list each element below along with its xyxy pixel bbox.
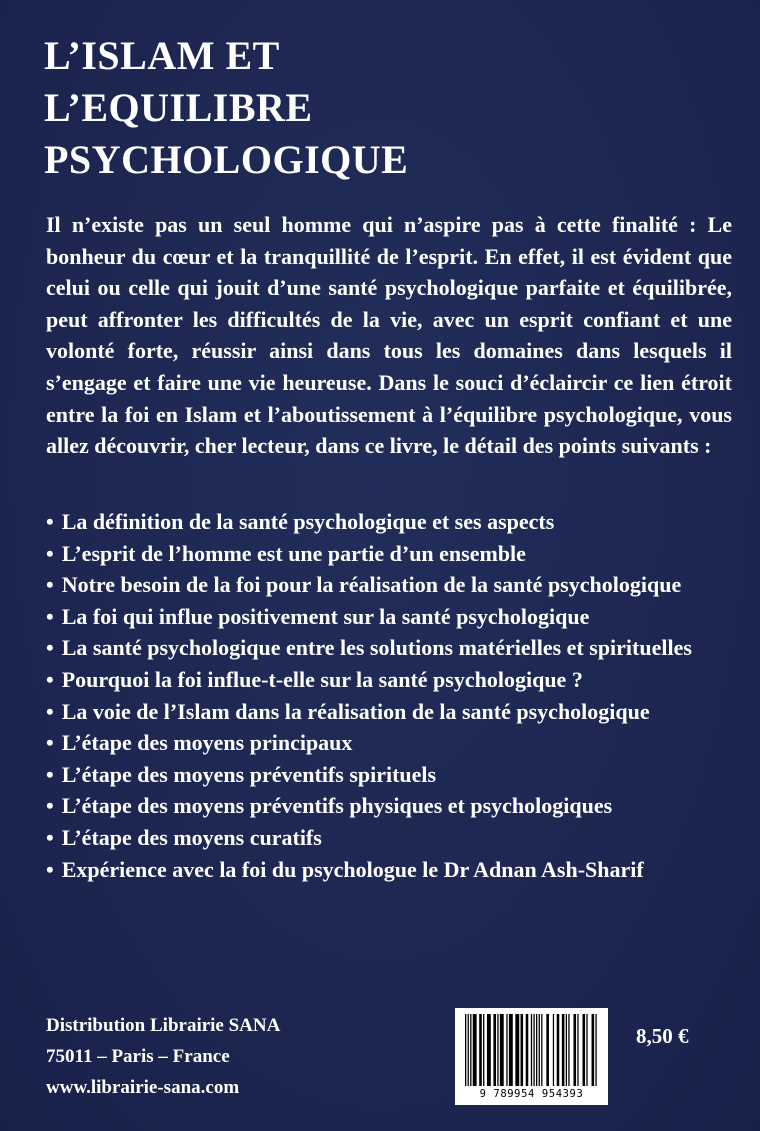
topic-item — [46, 632, 732, 664]
topic-item — [46, 696, 732, 728]
barcode-bars-icon — [455, 1008, 608, 1088]
topic-text: La voie de l’Islam dans la réalisation de la santé psychologique — [61, 698, 650, 724]
topic-item — [46, 790, 732, 822]
bullet-icon: • — [46, 793, 54, 819]
price-label: 8,50 € — [636, 1024, 689, 1048]
topic-item — [46, 822, 732, 854]
bullet-icon: • — [46, 572, 54, 598]
bullet-icon: • — [46, 730, 54, 756]
bullet-icon: • — [46, 666, 54, 692]
bullet-icon: • — [46, 856, 54, 882]
topic-text: L’esprit de l’homme est une partie d’un ensemble — [61, 540, 526, 566]
topic-item — [46, 727, 732, 759]
distributor-name: Distribution Librairie SANA — [46, 1015, 281, 1036]
title-line-2: L’EQUILIBRE — [44, 85, 313, 130]
bullet-icon: • — [46, 824, 54, 850]
topic-item — [46, 506, 732, 538]
bullet-icon: • — [46, 603, 54, 629]
publisher-info — [46, 1010, 280, 1103]
topic-text: La définition de la santé psychologique et ses aspects — [61, 509, 555, 534]
topic-text: Notre besoin de la foi pour la réalisation de la santé psychologique — [61, 572, 682, 598]
topic-text: Expérience avec la foi du psychologue le Dr Adnan Ash-Sharif — [61, 856, 644, 882]
topic-text: La santé psychologique entre les solutions matérielles et spirituelles — [61, 635, 692, 661]
topic-text: L’étape des moyens préventifs spirituels — [61, 761, 437, 787]
publisher-address: 75011 – Paris – France — [46, 1046, 230, 1067]
bullet-icon: • — [46, 761, 54, 787]
topic-item — [46, 569, 732, 601]
topic-item — [46, 664, 732, 696]
topic-text: Pourquoi la foi influe-t-elle sur la santé psychologique ? — [61, 666, 583, 692]
topic-item — [46, 759, 732, 791]
topics-list — [46, 506, 732, 885]
publisher-website: www.librairie-sana.com — [46, 1077, 240, 1098]
topic-text: L’étape des moyens principaux — [61, 730, 353, 756]
topic-text: L’étape des moyens curatifs — [61, 824, 322, 850]
title-line-3: PSYCHOLOGIQUE — [44, 137, 409, 182]
bullet-icon: • — [46, 540, 54, 566]
topic-text: La foi qui influe positivement sur la santé psychologique — [61, 603, 590, 629]
barcode-number: 9 789954 954393 — [479, 1088, 584, 1100]
topic-text: L’étape des moyens préventifs physiques et psychologiques — [61, 793, 613, 819]
book-title — [44, 30, 408, 186]
bullet-icon: • — [46, 509, 54, 534]
topic-item — [46, 601, 732, 633]
topic-item — [46, 854, 732, 886]
title-line-1: L’ISLAM ET — [44, 33, 280, 78]
bullet-icon: • — [46, 635, 54, 661]
topic-item — [46, 538, 732, 570]
description-paragraph: Il n’existe pas un seul homme qui n’aspire pas à cette finalité : Le bonheur du cœur et la tranquillité de l’esprit. En effet, il est évident que celui ou celle qui jouit d’une santé psychologique parfaite et équilibrée, peut affronter les difficultés de la vie, avec un esprit confiant et une volonté forte, réussir ainsi dans tous les domaines dans lesquels il s’engage et faire une vie heureuse. Dans le souci d’éclaircir ce lien étroit entre la foi en Islam et l’aboutissement à l’équilibre psychologique, vous allez découvrir, cher lecteur, dans ce livre, le détail des points suivants : — [46, 212, 732, 459]
bullet-icon: • — [46, 698, 54, 724]
isbn-barcode — [455, 1008, 608, 1105]
